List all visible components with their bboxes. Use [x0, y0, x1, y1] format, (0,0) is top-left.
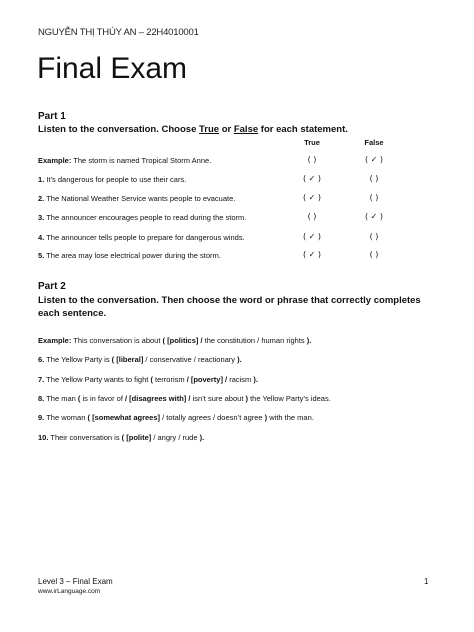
true-checkbox[interactable]: ( ✓ ): [302, 232, 322, 241]
question-9: 9. The woman ( [somewhat agrees] / totally agrees / doesn’t agree ) with the man.: [38, 413, 314, 422]
false-checkbox[interactable]: ( ✓ ): [364, 212, 384, 221]
page-title: Final Exam: [37, 52, 188, 85]
part2-example: Example: This conversation is about ( [politics] / the constitution / human rights ).: [38, 336, 312, 345]
tf-row-3: 3. The announcer encourages people to read during the storm. ( ) ( ✓ ): [38, 213, 438, 227]
footer-level: Level 3 – Final Exam: [38, 577, 113, 586]
true-checkbox[interactable]: ( ✓ ): [302, 174, 322, 183]
footer: [38, 577, 113, 597]
false-checkbox[interactable]: ( ): [369, 174, 379, 183]
false-word: False: [233, 124, 259, 135]
false-checkbox[interactable]: ( ✓ ): [364, 155, 384, 164]
question-7: 7. The Yellow Party wants to fight ( terrorism / [poverty] / racism ).: [38, 375, 258, 384]
tf-row-2: 2. The National Weather Service wants people to evacuate. ( ✓ ) ( ): [38, 194, 438, 208]
true-word: True: [199, 124, 220, 135]
true-checkbox[interactable]: ( ): [307, 155, 317, 164]
question-10: 10. Their conversation is ( [polite] / angry / rude ).: [38, 433, 205, 442]
question-6: 6. The Yellow Party is ( [liberal] / conservative / reactionary ).: [38, 355, 242, 364]
part1-instruction: Listen to the conversation. Choose True or False for each statement.: [38, 124, 348, 135]
true-checkbox[interactable]: ( ): [307, 212, 317, 221]
true-checkbox[interactable]: ( ✓ ): [302, 193, 322, 202]
part2-instruction: Listen to the conversation. Then choose the word or phrase that correctly completes each sentence.: [38, 295, 421, 319]
column-header-true: True: [304, 138, 320, 147]
page-number: 1: [424, 577, 429, 586]
question-8: 8. The man ( is in favor of / [disagrees with] / isn’t sure about ) the Yellow Party’s ideas.: [38, 394, 331, 403]
header-name-id: NGUYỄN THỊ THÚY AN – 22H4010001: [38, 27, 199, 38]
column-header-false: False: [364, 138, 384, 147]
false-checkbox[interactable]: ( ): [369, 232, 379, 241]
false-checkbox[interactable]: ( ): [369, 250, 379, 259]
part2-heading: Part 2: [38, 281, 66, 292]
true-checkbox[interactable]: ( ✓ ): [302, 250, 322, 259]
part1-heading: Part 1: [38, 111, 66, 122]
tf-row-4: 4. The announcer tells people to prepare for dangerous winds. ( ✓ ) ( ): [38, 233, 438, 247]
footer-url[interactable]: www.irLanguage.com: [38, 588, 101, 595]
tf-row-5: 5. The area may lose electrical power during the storm. ( ✓ ) ( ): [38, 251, 438, 265]
false-checkbox[interactable]: ( ): [369, 193, 379, 202]
tf-row-1: 1. It’s dangerous for people to use their cars. ( ✓ ) ( ): [38, 175, 438, 189]
tf-row-example: Example: The storm is named Tropical Storm Anne. ( ) ( ✓ ): [38, 156, 438, 170]
